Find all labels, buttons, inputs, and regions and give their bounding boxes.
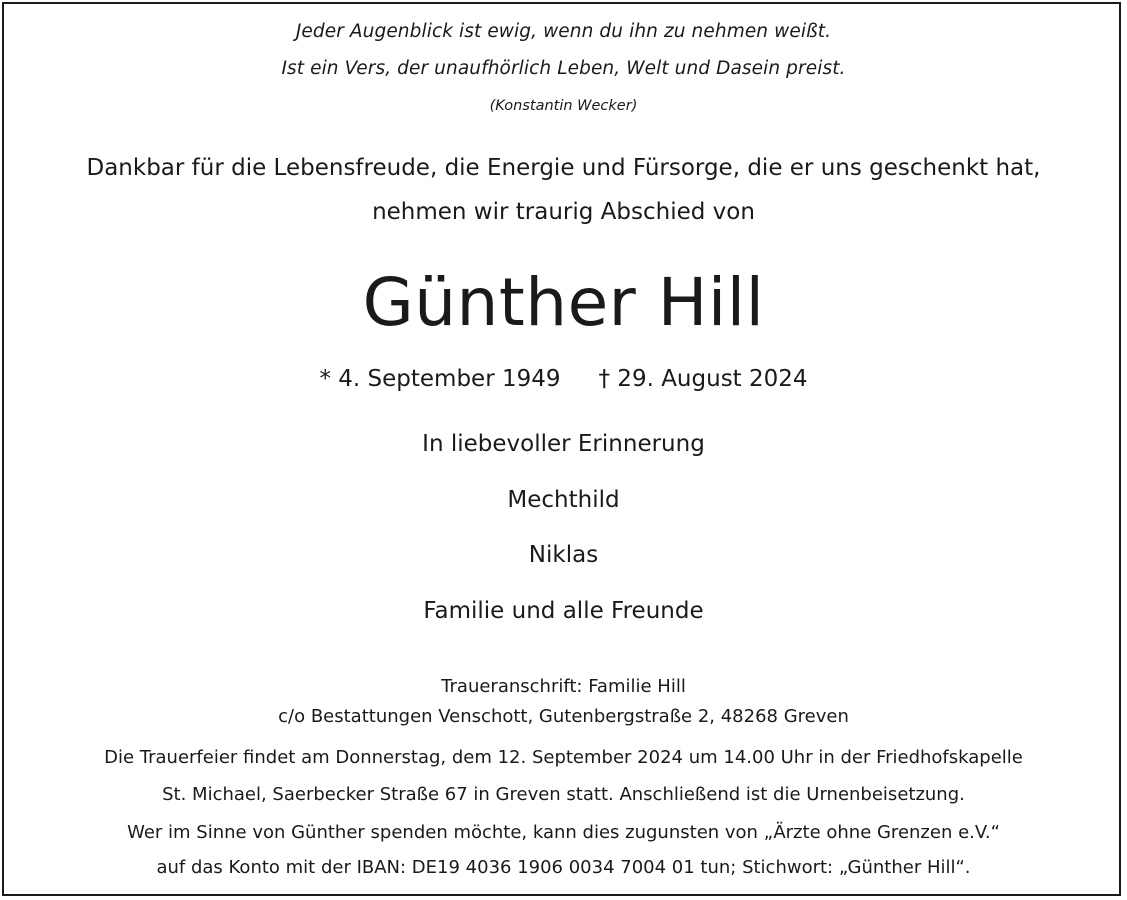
donation-line-1: Wer im Sinne von Günther spenden möchte, kann dies zugunsten von „Ärzte ohne Grenzen e.V.“ xyxy=(127,822,1000,843)
ceremony-line-1: Die Trauerfeier findet am Donnerstag, dem 12. September 2024 um 14.00 Uhr in der Friedhofskapelle xyxy=(104,747,1023,768)
address-line-2: c/o Bestattungen Venschott, Gutenbergstraße 2, 48268 Greven xyxy=(278,706,849,727)
deceased-name: Günther Hill xyxy=(362,264,765,341)
remembrance-heading: In liebevoller Erinnerung xyxy=(422,431,705,457)
mourner-name: Mechthild xyxy=(507,487,620,513)
ceremony-line-2: St. Michael, Saerbecker Straße 67 in Greven statt. Anschließend ist die Urnenbeisetzung. xyxy=(162,784,965,805)
birth-date: * 4. September 1949 xyxy=(319,366,561,392)
address-line-1: Traueranschrift: Familie Hill xyxy=(441,676,686,697)
mourner-name: Familie und alle Freunde xyxy=(423,598,704,624)
intro-line-2: nehmen wir traurig Abschied von xyxy=(372,199,755,225)
quote-line-2: Ist ein Vers, der unaufhörlich Leben, Welt und Dasein preist. xyxy=(281,58,846,79)
mourner-name: Niklas xyxy=(528,542,599,568)
donation-line-2: auf das Konto mit der IBAN: DE19 4036 1906 0034 7004 01 tun; Stichwort: „Günther Hill“. xyxy=(156,857,971,878)
life-dates xyxy=(0,366,1127,392)
death-date: † 29. August 2024 xyxy=(598,366,808,392)
quote-line-1: Jeder Augenblick ist ewig, wenn du ihn zu nehmen weißt. xyxy=(295,21,832,42)
intro-line-1: Dankbar für die Lebensfreude, die Energie und Fürsorge, die er uns geschenkt hat, xyxy=(86,155,1041,181)
quote-attribution: (Konstantin Wecker) xyxy=(489,98,638,114)
